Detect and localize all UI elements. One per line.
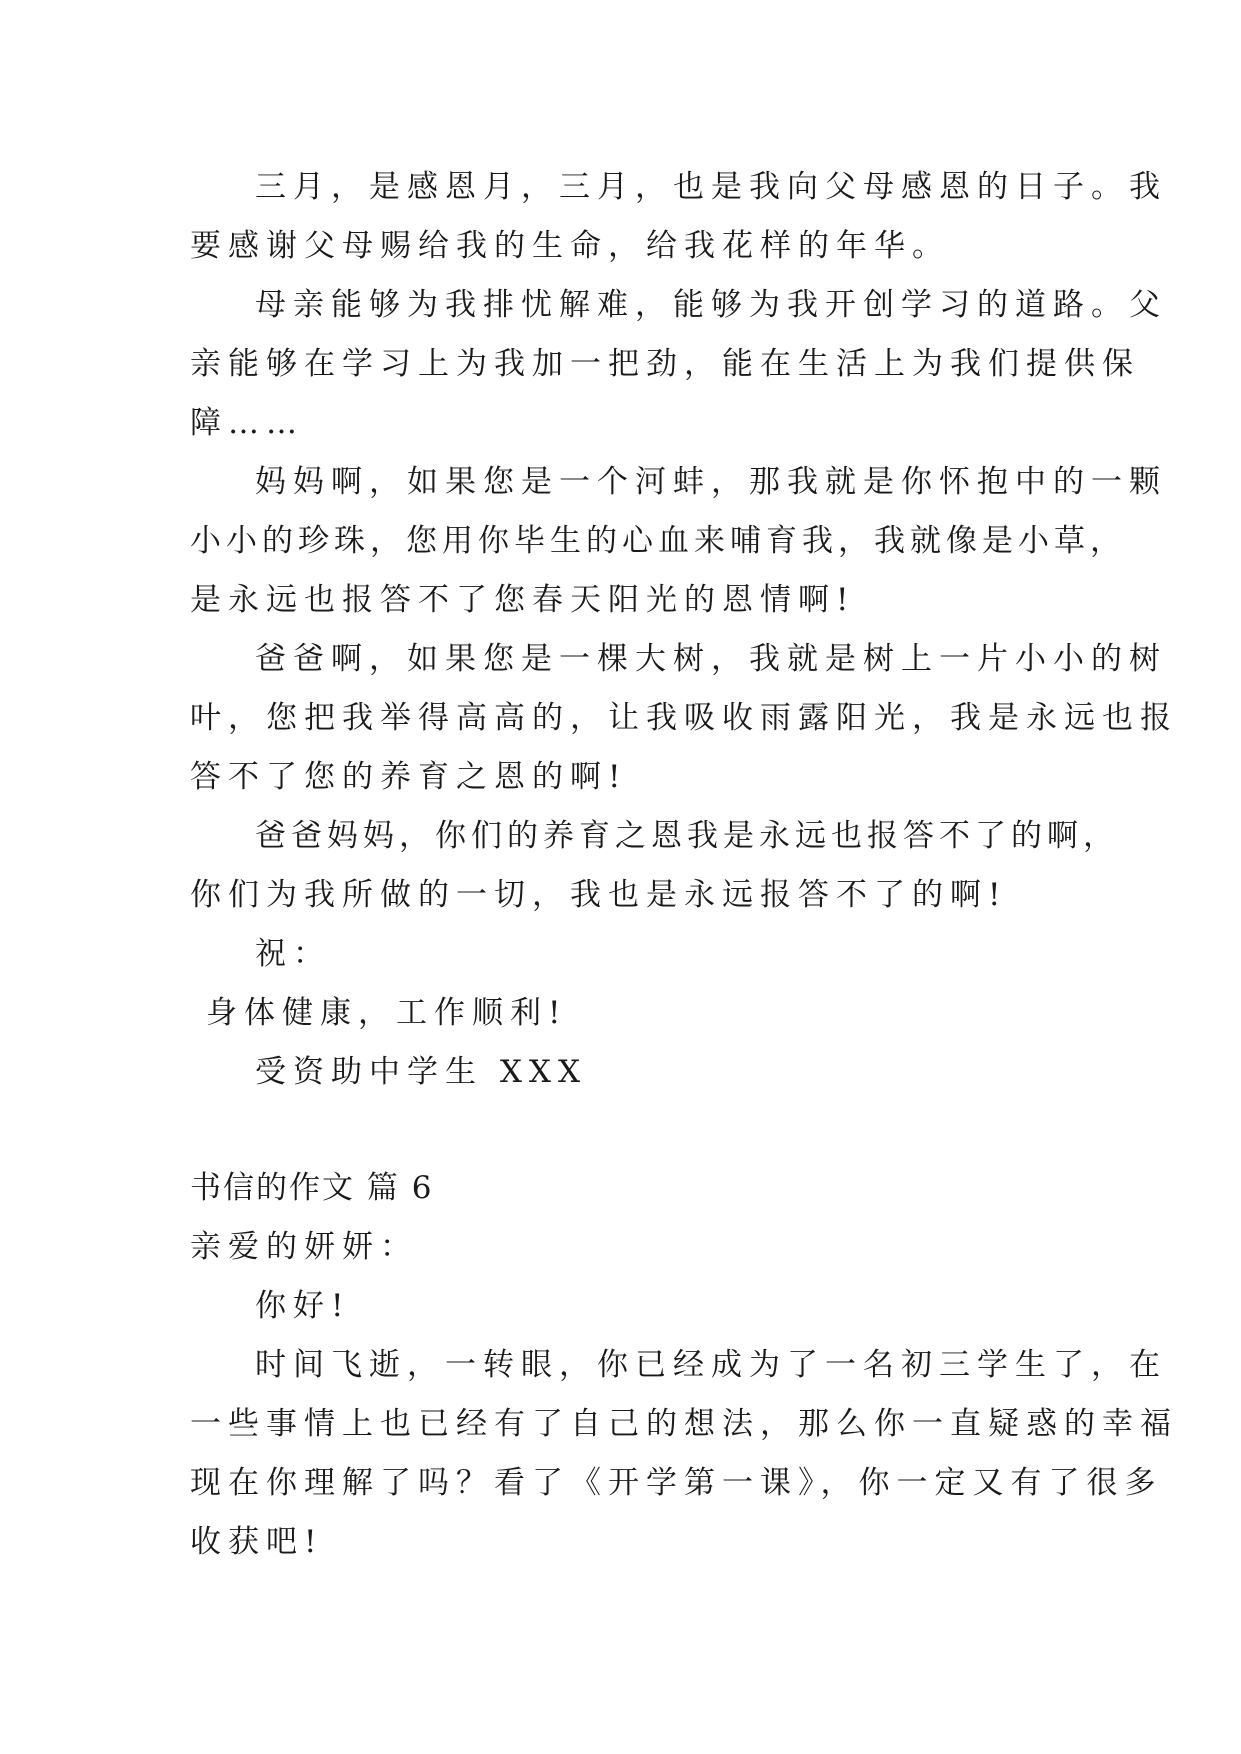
paragraph-line: 叶，您把我举得高高的，让我吸收雨露阳光，我是永远也报 <box>190 700 1178 736</box>
signature-line: 受资助中学生 XXX <box>255 1054 588 1090</box>
closing-line: 祝： <box>255 936 331 972</box>
paragraph-line: 收获吧! <box>190 1524 324 1560</box>
paragraph-line: 障…… <box>190 405 304 441</box>
paragraph-line: 三月，是感恩月，三月，也是我向父母感恩的日子。我 <box>255 169 1167 205</box>
paragraph-line: 爸爸妈妈，你们的养育之恩我是永远也报答不了的啊， <box>255 818 1119 854</box>
paragraph-line: 时间飞逝，一转眼，你已经成为了一名初三学生了，在 <box>255 1347 1167 1383</box>
wish-line: 身体健康，工作顺利! <box>206 995 568 1031</box>
paragraph-line: 要感谢父母赐给我的生命，给我花样的年华。 <box>190 228 950 264</box>
greeting-line: 你好! <box>255 1288 351 1324</box>
paragraph-line: 答不了您的养育之恩的啊! <box>190 759 628 795</box>
paragraph-line: 是永远也报答不了您春天阳光的恩情啊! <box>190 582 856 618</box>
paragraph-line: 妈妈啊，如果您是一个河蚌，那我就是你怀抱中的一颗 <box>255 464 1167 500</box>
section-title: 书信的作文 篇 6 <box>190 1170 434 1206</box>
paragraph-line: 小小的珍珠，您用你毕生的心血来哺育我，我就像是小草， <box>190 523 1126 559</box>
paragraph-line: 你们为我所做的一切，我也是永远报答不了的啊! <box>190 877 1008 913</box>
salutation-line: 亲爱的妍妍： <box>190 1229 418 1265</box>
paragraph-line: 母亲能够为我排忧解难，能够为我开创学习的道路。父 <box>255 287 1167 323</box>
paragraph-line: 一些事情上也已经有了自己的想法，那么你一直疑惑的幸福 <box>190 1406 1178 1442</box>
paragraph-line: 现在你理解了吗？看了《开学第一课》，你一定又有了很多 <box>190 1465 1163 1501</box>
paragraph-line: 爸爸啊，如果您是一棵大树，我就是树上一片小小的树 <box>255 641 1167 677</box>
paragraph-line: 亲能够在学习上为我加一把劲，能在生活上为我们提供保 <box>190 346 1140 382</box>
